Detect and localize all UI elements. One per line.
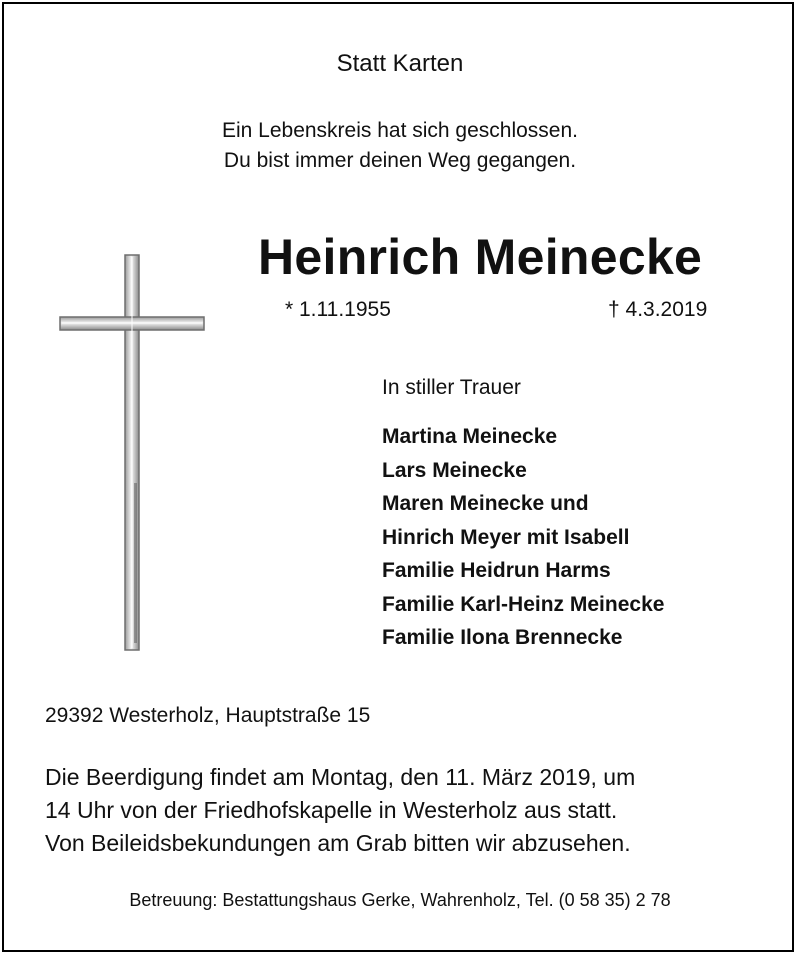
- list-item: Familie Karl-Heinz Meinecke: [382, 592, 665, 616]
- verse: [0, 116, 800, 176]
- notice-line: Von Beileidsbekundungen am Grab bitten wir abzusehen.: [45, 830, 631, 856]
- footer-credit: Betreuung: Bestattungshaus Gerke, Wahrenholz, Tel. (0 58 35) 2 78: [129, 890, 671, 910]
- verse-line: Du bist immer deinen Weg gegangen.: [223, 149, 577, 172]
- notice-line: 14 Uhr von der Friedhofskapelle in Westerholz aus statt.: [45, 797, 618, 823]
- header-title: Statt Karten: [336, 50, 464, 77]
- list-item: Familie Ilona Brennecke: [382, 626, 623, 649]
- cross-icon: [58, 253, 208, 653]
- list-item: Familie Heidrun Harms: [382, 559, 611, 582]
- list-item: Hinrich Meyer mit Isabell: [382, 525, 630, 549]
- address: 29392 Westerholz, Hauptstraße 15: [45, 704, 371, 727]
- mourning-intro: In stiller Trauer: [382, 376, 521, 399]
- list-item: Martina Meinecke: [382, 425, 558, 448]
- list-item: Lars Meinecke: [382, 458, 527, 482]
- mourners-list: [382, 420, 664, 655]
- notice-line: Die Beerdigung findet am Montag, den 11. März 2019, um: [45, 764, 636, 790]
- funeral-notice: [45, 761, 635, 860]
- birth-date: * 1.11.1955: [285, 298, 391, 321]
- death-date: † 4.3.2019: [608, 298, 708, 321]
- list-item: Maren Meinecke und: [382, 492, 589, 515]
- verse-line: Ein Lebenskreis hat sich geschlossen.: [221, 119, 579, 142]
- deceased-name: Heinrich Meinecke: [258, 229, 703, 285]
